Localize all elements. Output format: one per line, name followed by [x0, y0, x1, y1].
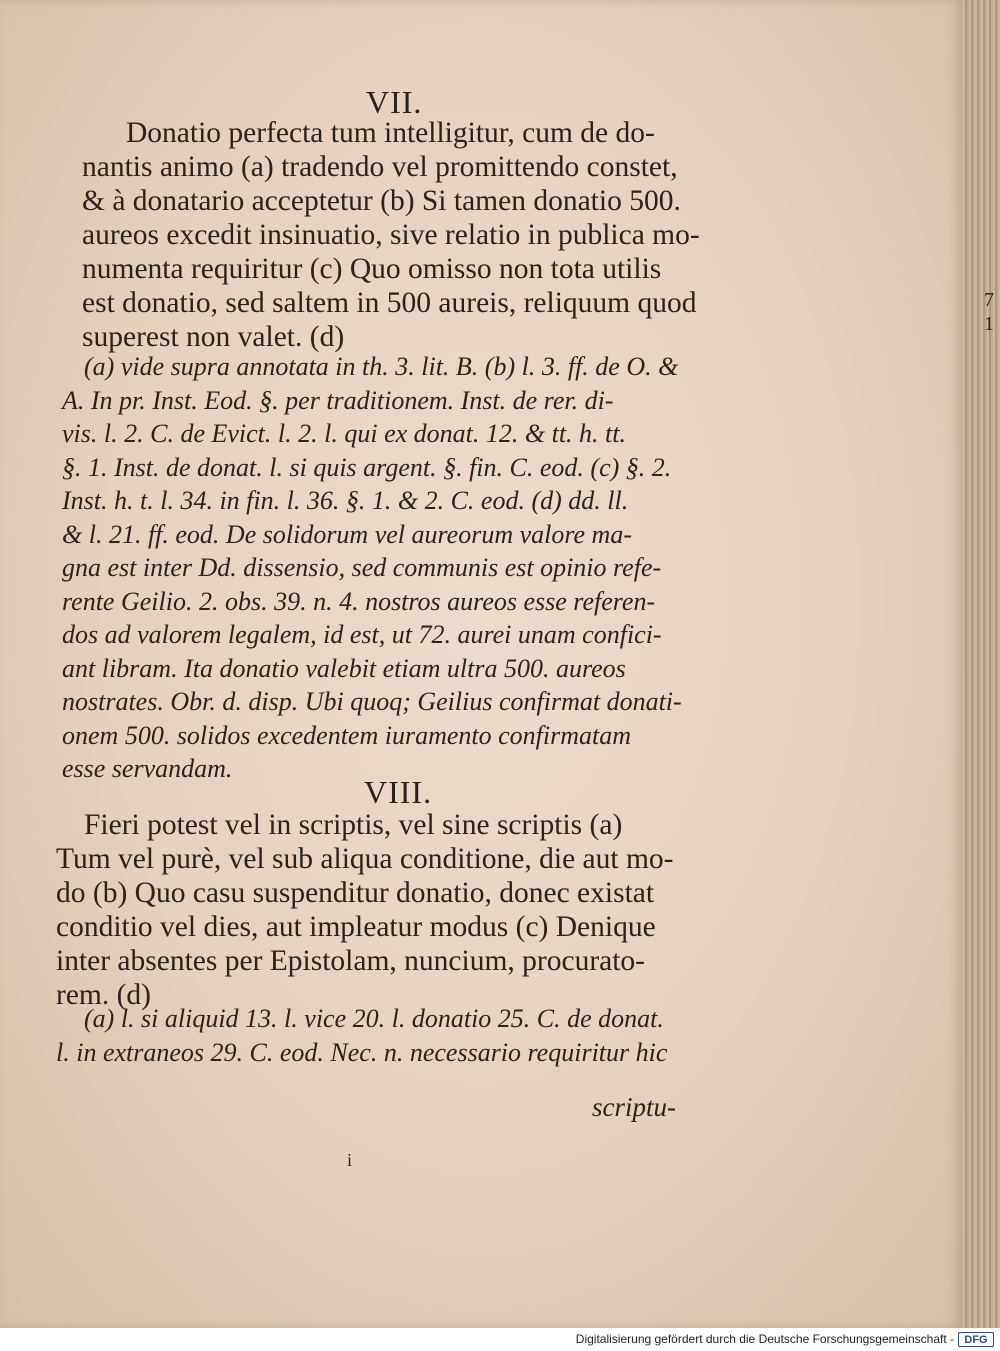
- note-line: §. 1. Inst. de donat. l. si quis argent. §. fin. C. eod. (c) §. 2.: [62, 452, 672, 482]
- note-line: vis. l. 2. C. de Evict. l. 2. l. qui ex donat. 12. & tt. h. tt.: [62, 419, 626, 448]
- body-line: rem. (d): [56, 979, 152, 1011]
- note-line: rente Geilio. 2. obs. 39. n. 4. nostros aureos esse referen-: [62, 586, 656, 616]
- note-line: nostrates. Obr. d. disp. Ubi quoq; Geilius confirmat donati-: [62, 687, 682, 716]
- body-line: nantis animo (a) tradendo vel promittendo constet,: [82, 151, 678, 183]
- section-viii-notes: [56, 1002, 667, 1069]
- section-vii-body: [82, 116, 700, 354]
- note-line: (a) vide supra annotata in th. 3. lit. B. (b) l. 3. ff. de O. &: [84, 352, 679, 381]
- edge-marks: [984, 288, 1000, 336]
- body-line: Fieri potest vel in scriptis, vel sine scriptis (a): [84, 809, 623, 841]
- page-mark: i: [347, 1150, 353, 1170]
- body-line: & à donatario acceptetur (b) Si tamen donatio 500.: [82, 185, 681, 217]
- body-line: aureos excedit insinuatio, sive relatio in publica mo-: [82, 219, 700, 251]
- body-line: inter absentes per Epistolam, nuncium, procurato-: [56, 945, 646, 977]
- note-line: gna est inter Dd. dissensio, sed communis est opinio refe-: [62, 553, 662, 582]
- catchword: scriptu-: [592, 1092, 676, 1122]
- section-viii-body: [56, 808, 673, 1012]
- note-line: Inst. h. t. l. 34. in fin. l. 36. §. 1. & 2. C. eod. (d) dd. ll.: [62, 486, 629, 515]
- note-line: ant libram. Ita donatio valebit etiam ultra 500. aureos: [62, 653, 626, 683]
- note-line: (a) l. si aliquid 13. l. vice 20. l. donatio 25. C. de donat.: [84, 1004, 664, 1033]
- body-line: conditio vel dies, aut impleatur modus (c) Denique: [56, 911, 656, 943]
- body-line: numenta requiritur (c) Quo omisso non tota utilis: [82, 253, 662, 285]
- note-line: onem 500. solidos excedentem iuramento confirmatam: [62, 720, 632, 750]
- section-vii-heading: VII.: [366, 84, 423, 120]
- section-viii-heading: VIII.: [364, 774, 433, 810]
- body-line: Tum vel purè, vel sub aliqua conditione, die aut mo-: [56, 843, 674, 875]
- section-vii-notes: [62, 350, 682, 786]
- footer-bar: [0, 1328, 1000, 1351]
- page-edge-strip: [962, 0, 1000, 1328]
- note-line: A. In pr. Inst. Eod. §. per traditionem. Inst. de rer. di-: [62, 385, 614, 415]
- body-line: superest non valet. (d): [82, 321, 345, 353]
- edge-mark: 7: [984, 289, 994, 311]
- note-line: l. in extraneos 29. C. eod. Nec. n. necessario requiritur hic: [56, 1037, 668, 1067]
- footer-credit: Digitalisierung gefördert durch die Deutsche Forschungsgemeinschaft -: [575, 1332, 954, 1346]
- body-line: Donatio perfecta tum intelligitur, cum de do-: [126, 117, 655, 149]
- body-line: est donatio, sed saltem in 500 aureis, reliquum quod: [82, 287, 697, 319]
- note-line: & l. 21. ff. eod. De solidorum vel aureorum valore ma-: [62, 519, 632, 549]
- dfg-logo-icon[interactable]: DFG: [958, 1332, 994, 1347]
- note-line: esse servandam.: [62, 754, 233, 783]
- edge-mark: 1: [984, 313, 994, 335]
- note-line: dos ad valorem legalem, id est, ut 72. aurei unam confici-: [62, 620, 662, 649]
- body-line: do (b) Quo casu suspenditur donatio, donec existat: [56, 877, 655, 909]
